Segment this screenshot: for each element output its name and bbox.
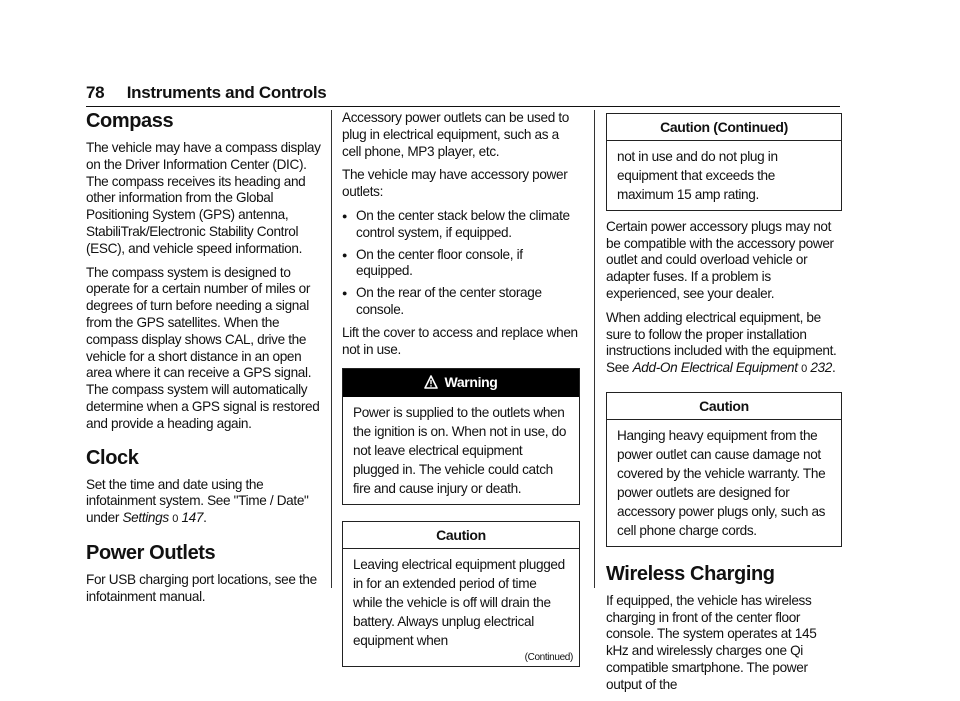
paragraph [86,477,324,528]
list-item: ● On the rear of the center storage console. [342,285,580,319]
list-item: ● On the center stack below the climate control system, if equipped. [342,208,580,242]
punctuation: . [203,510,207,526]
caution-text: Hanging heavy equipment from the power outlet can cause damage not covered by the vehicle warranty. The power outlets are designed for accessory power plugs only, such as cell phone charge cords. [617,427,826,538]
paragraph: Lift the cover to access and replace when not in use. [342,324,578,357]
list-item: ● On the center floor console, if equipped. [342,247,580,281]
column-1 [86,110,324,613]
caution-box [342,521,580,667]
page-number: 78 [86,83,105,102]
column-2 [342,110,580,675]
section-title-clock: Clock [86,446,139,469]
page-header [86,80,840,107]
section-title-wireless-charging: Wireless Charging [606,562,775,585]
paragraph: For USB charging port locations, see the infotainment manual. [86,571,317,604]
continued-note: (Continued) [524,651,573,663]
warning-box [342,368,580,505]
paragraph: Accessory power outlets can be used to plug in electrical equipment, such as a cell phone, MP3 player, etc. [342,110,569,159]
caution-text: Leaving electrical equipment plugged in for an extended period of time while the vehicle is off will drain the battery. Always unplug electrical equipment when [353,556,565,648]
page-ref-icon: 0 [801,363,807,376]
bullet-list [342,208,580,319]
caution-box-2 [606,392,842,547]
page-ref-icon: 0 [172,513,179,526]
warning-title [343,369,579,397]
paragraph: If equipped, the vehicle has wireless charging in front of the center floor console. The system operates at 145 kHz and wirelessly charges one Qi compatible smartphone. The power output of the [606,592,817,692]
column-divider [331,110,332,588]
section-title-compass: Compass [86,110,174,132]
paragraph: The vehicle may have a compass display on the Driver Information Center (DIC). The compass receives its heading and other information from the Global Positioning System (GPS) antenna, StabiliTrak/Electronic Stability Control (ESC), and vehicle speed information. [86,140,321,256]
column-3 [606,110,842,701]
caution-continued-title: Caution (Continued) [607,114,841,141]
chapter-title: Instruments and Controls [126,83,327,102]
caution-title: Caution [607,393,841,420]
warning-text: Power is supplied to the outlets when the ignition is on. When not in use, do not leave electrical equipment plugged in. The vehicle could catch fire and cause injury or death. [353,405,567,497]
caution-title: Caution [343,522,579,549]
add-on-equipment-link[interactable]: Add-On Electrical Equipment [632,360,798,376]
paragraph: The compass system is designed to operate for a certain number of miles or degrees of turn before needing a signal from the GPS satellites. When the compass display shows CAL, drive the vehicle for a short distance in an open area where it can receive a GPS signal. The compass system will automatically determine when a GPS signal is restored and provide a heading again. [86,264,320,431]
page-ref[interactable]: 147 [181,510,204,526]
clock-text: Set the time and date using the infotainment system. See "Time / Date" under [86,476,309,526]
page-ref[interactable]: 232 [810,360,832,376]
paragraph-text: When adding electrical equipment, be sure to follow the proper installation instructions included with the equipment. See [606,309,837,376]
column-divider [594,110,595,588]
paragraph [606,310,842,378]
warning-triangle-icon [424,375,438,393]
section-title-power-outlets: Power Outlets [86,541,216,564]
caution-continued-text: not in use and do not plug in equipment that exceeds the maximum 15 amp rating. [617,148,778,202]
caution-continued-box [606,113,842,211]
paragraph: The vehicle may have accessory power outlets: [342,167,568,200]
warning-label: Warning [444,374,498,391]
settings-link[interactable]: Settings [122,510,169,526]
punctuation: . [831,360,836,376]
paragraph: Certain power accessory plugs may not be compatible with the accessory power outlet and could overload vehicle or adapter fuses. If a problem is experienced, see your dealer. [606,218,834,301]
